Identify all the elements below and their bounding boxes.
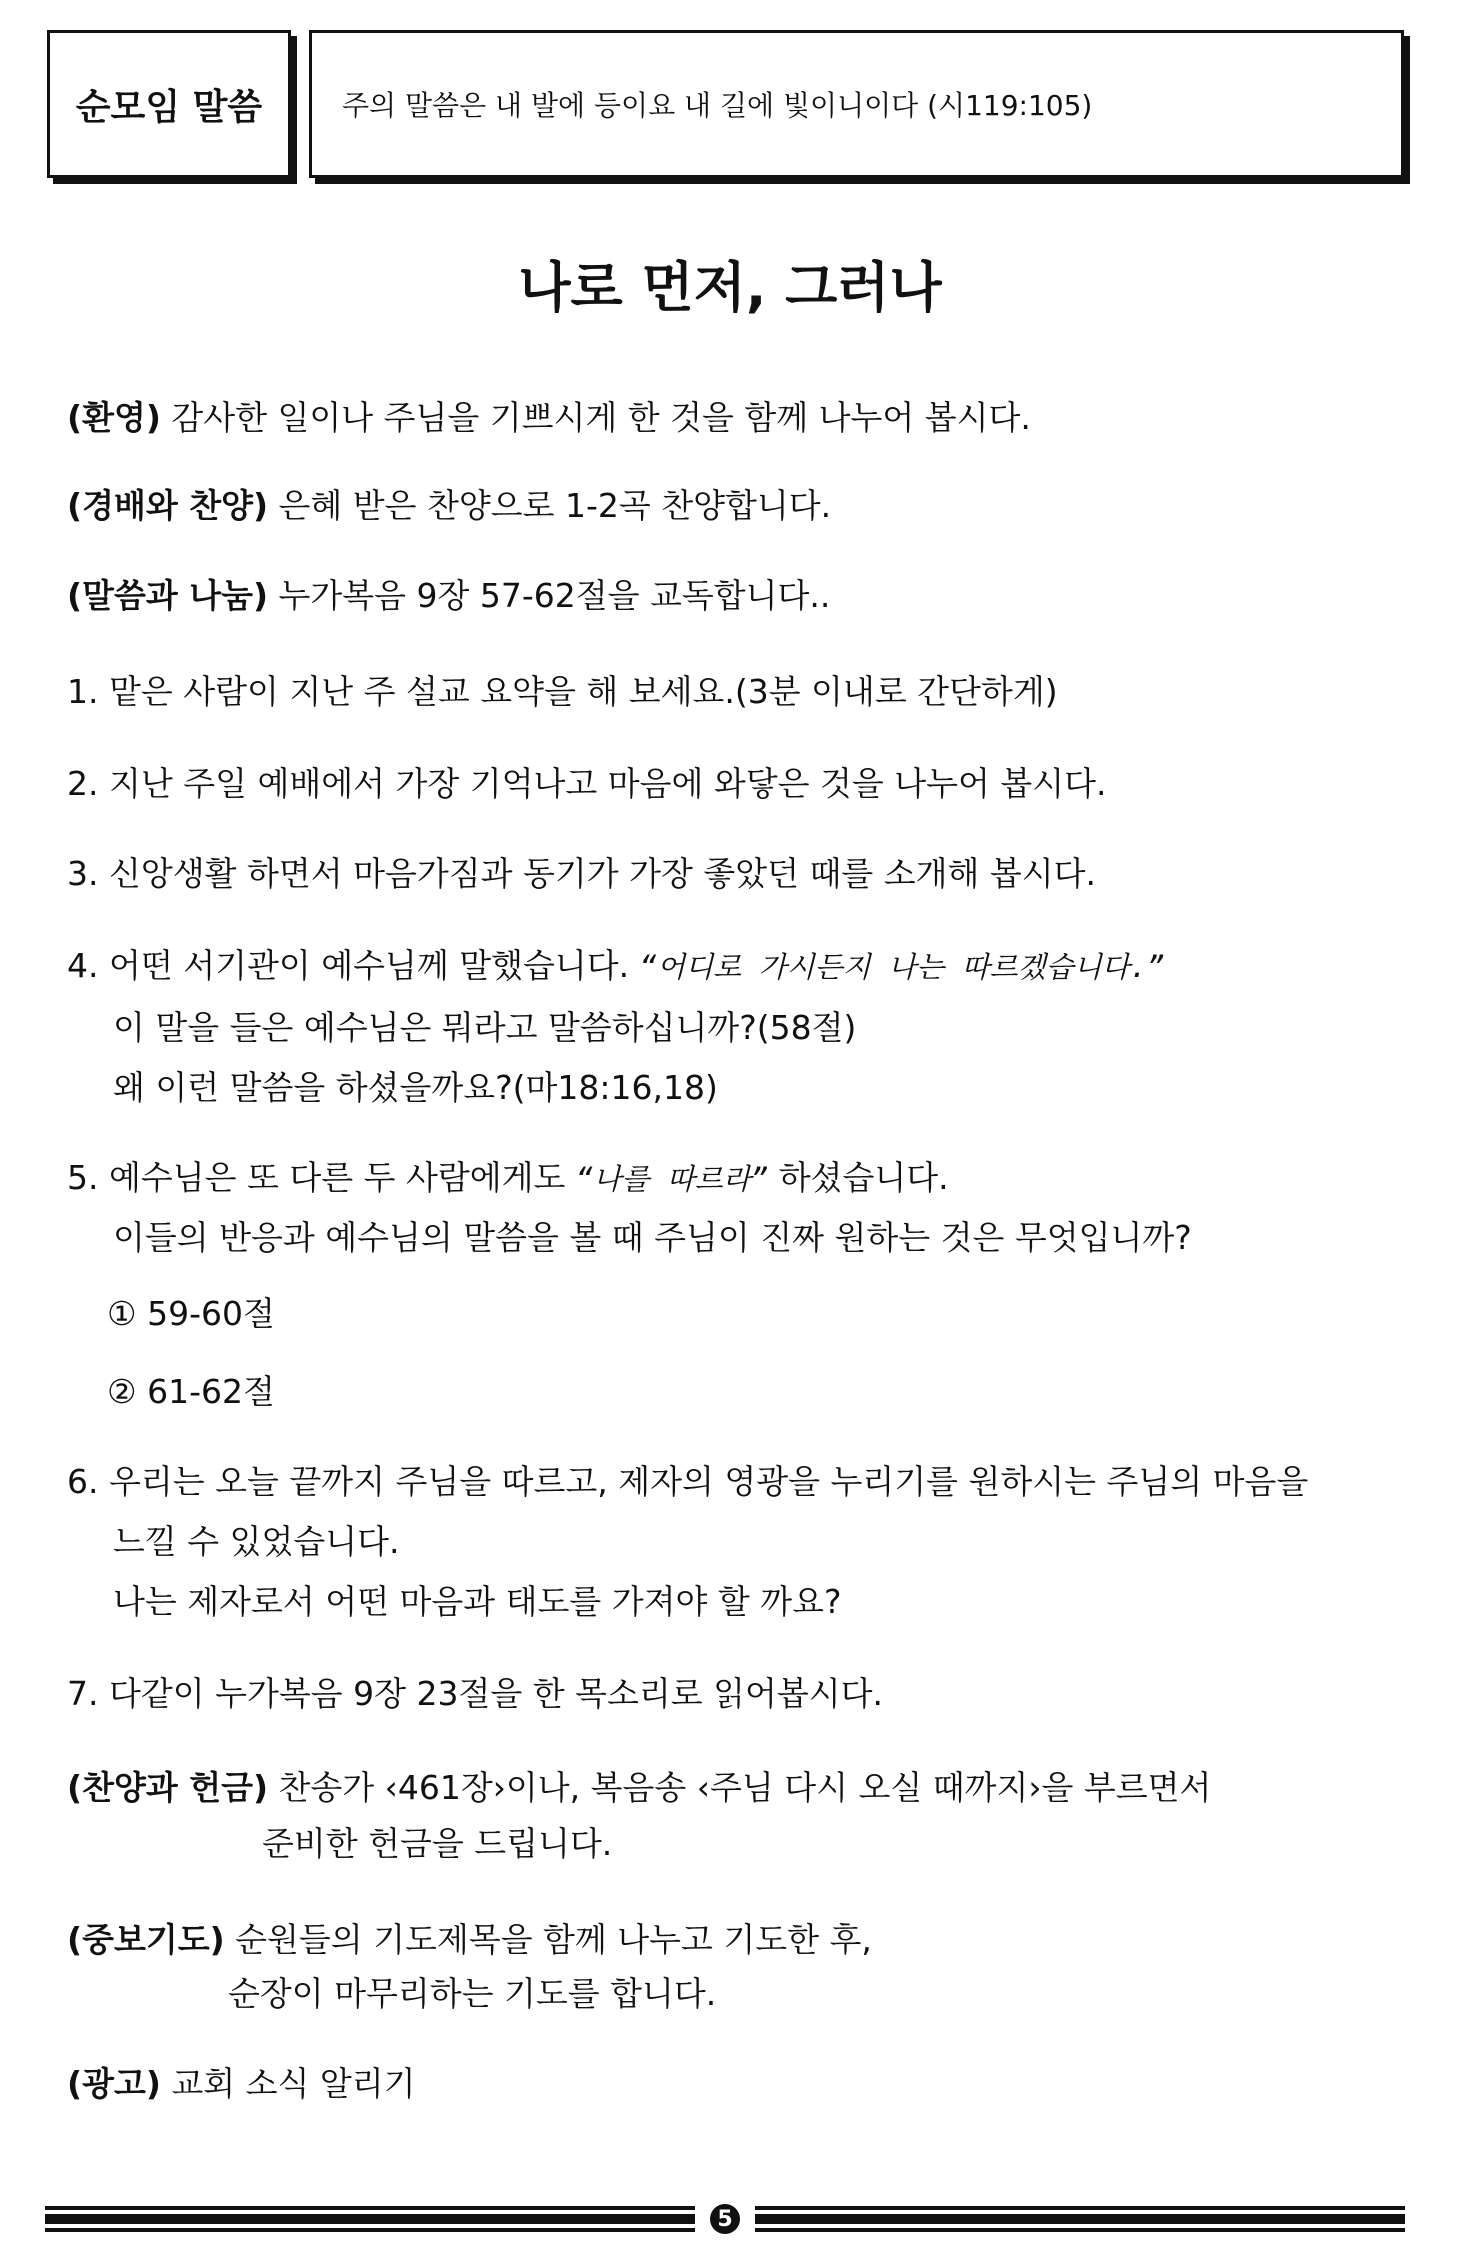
word-text: 누가복음 9장 57-62절을 교독합니다.. [268,576,831,615]
question-5-quote: “나를 따르라” [575,1162,769,1196]
question-5-sub-1: ① 59-60절 [107,1294,275,1333]
footer [45,2206,1405,2234]
word-line [67,574,830,618]
question-5-line-1 [67,1156,949,1201]
footer-rule-left [45,2206,695,2234]
worship-text: 은혜 받은 찬양으로 1-2곡 찬양합니다. [268,486,832,525]
prayer-tag: (중보기도) [67,1920,225,1959]
question-6-line-2: 느낄 수 있었습니다. [113,1522,400,1561]
question-4-lead: 4. 어떤 서기관이 예수님께 말했습니다. [67,946,640,985]
question-5-tail: 하셨습니다. [768,1158,949,1197]
question-4-quote: “어디로 가시든지 나는 따르겠습니다.” [639,950,1165,984]
page-number: 5 [710,2204,740,2234]
worship-tag: (경배와 찬양) [67,486,269,525]
welcome-text: 감사한 일이나 주님을 기쁘시게 한 것을 함께 나누어 봅시다. [160,398,1031,437]
question-6-line-1: 6. 우리는 오늘 끝까지 주님을 따르고, 제자의 영광을 누리기를 원하시는 주님의 마음을 [67,1462,1309,1501]
question-4-line-3: 왜 이런 말씀을 하셨을까요?(마18:16,18) [113,1068,718,1107]
prayer-line-2: 순장이 마무리하는 기도를 합니다. [228,1974,717,2013]
section-label-box [47,30,291,178]
offering-line-2: 준비한 헌금을 드립니다. [262,1824,613,1863]
notice-line [67,2062,416,2106]
word-tag: (말씀과 나눔) [67,576,269,615]
notice-tag: (광고) [67,2064,161,2103]
offering-text: 찬송가 ‹461장›이나, 복음송 ‹주님 다시 오실 때까지›을 부르면서 [268,1768,1212,1807]
notice-text: 교회 소식 알리기 [160,2064,416,2103]
question-7: 7. 다같이 누가복음 9장 23절을 한 목소리로 읽어봅시다. [67,1674,883,1713]
page-title: 나로 먼저, 그러나 [518,256,942,319]
question-1: 1. 맡은 사람이 지난 주 설교 요약을 해 보세요.(3분 이내로 간단하게) [67,672,1058,711]
question-4-line-2: 이 말을 들은 예수님은 뭐라고 말씀하십니까?(58절) [113,1008,857,1047]
prayer-line [67,1918,872,1962]
question-5-sub-2: ② 61-62절 [107,1372,275,1411]
question-3: 3. 신앙생활 하면서 마음가짐과 동기가 가장 좋았던 때를 소개해 봅시다. [67,854,1096,893]
welcome-line [67,396,1031,440]
worship-line [67,484,831,528]
verse-text: 주의 말씀은 내 발에 등이요 내 길에 빛이니이다 (시119:105) [342,89,1093,122]
footer-rule-right [755,2206,1405,2234]
question-2: 2. 지난 주일 예배에서 가장 기억나고 마음에 와닿은 것을 나누어 봅시다. [67,764,1107,803]
verse-box [309,30,1404,178]
question-6-line-3: 나는 제자로서 어떤 마음과 태도를 가져야 할 까요? [113,1582,842,1621]
offering-tag: (찬양과 헌금) [67,1768,269,1807]
section-label: 순모임 말씀 [75,86,263,128]
question-5-lead: 5. 예수님은 또 다른 두 사람에게도 [67,1158,576,1197]
question-4-line-1 [67,944,1165,989]
prayer-text: 순원들의 기도제목을 함께 나누고 기도한 후, [224,1920,872,1959]
welcome-tag: (환영) [67,398,161,437]
offering-line [67,1766,1211,1810]
question-5-line-2: 이들의 반응과 예수님의 말씀을 볼 때 주님이 진짜 원하는 것은 무엇입니까? [113,1218,1192,1257]
